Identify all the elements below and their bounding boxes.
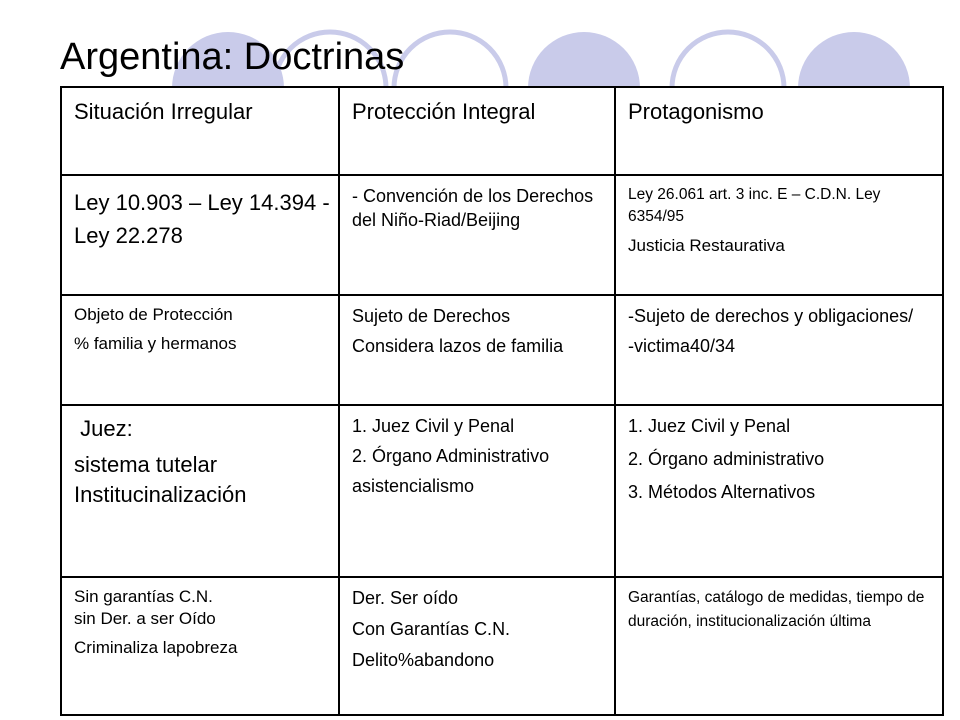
cell-text: 2. Órgano administrativo	[628, 449, 825, 469]
cell-text: Sin garantías C.N. sin Der. a ser Oído	[74, 587, 216, 628]
cell-text: Ley 10.903 – Ley 14.394 - Ley 22.278	[74, 190, 330, 248]
cell-text: -victima40/34	[628, 336, 736, 356]
cell-text: Con Garantías C.N.	[352, 619, 511, 639]
table-header-row	[61, 87, 943, 175]
header-cell	[339, 87, 615, 175]
table-cell	[615, 295, 943, 405]
header-cell	[615, 87, 943, 175]
table-row	[61, 175, 943, 295]
header-cell	[61, 87, 339, 175]
table-cell	[61, 175, 339, 295]
cell-text: Garantías, catálogo de medidas, tiempo de duración, institucionalización última	[628, 589, 925, 630]
cell-text: 2. Órgano Administrativo	[352, 446, 550, 466]
cell-text: 3. Métodos Alternativos	[628, 482, 816, 502]
cell-text: Der. Ser oído	[352, 588, 459, 608]
cell-text: Justicia Restaurativa	[628, 236, 785, 255]
cell-text: Considera lazos de familia	[352, 336, 564, 356]
table-row	[61, 577, 943, 715]
table-row	[61, 295, 943, 405]
cell-text: Criminaliza lapobreza	[74, 638, 238, 657]
table-row	[61, 405, 943, 577]
cell-text: Ley 26.061 art. 3 inc. E – C.D.N. Ley 6354/95	[628, 186, 881, 225]
cell-text: % familia y hermanos	[74, 334, 237, 353]
cell-text: -Sujeto de derechos y obligaciones/	[628, 306, 914, 326]
cell-text: 1. Juez Civil y Penal	[352, 416, 515, 436]
table-cell	[339, 577, 615, 715]
cell-text: asistencialismo	[352, 476, 475, 496]
table-cell	[61, 577, 339, 715]
table-cell	[339, 405, 615, 577]
cell-text: Sujeto de Derechos	[352, 306, 511, 326]
cell-text: sistema tutelar Institucinalización	[74, 452, 247, 507]
cell-text: 1. Juez Civil y Penal	[628, 416, 791, 436]
table-cell	[339, 295, 615, 405]
table-cell	[615, 577, 943, 715]
cell-text: Juez:	[74, 416, 133, 441]
table-cell	[339, 175, 615, 295]
cell-text: Objeto de Protección	[74, 305, 233, 324]
cell-text: Delito%abandono	[352, 650, 495, 670]
table-cell	[61, 405, 339, 577]
table-cell	[615, 175, 943, 295]
cell-text: - Convención de los Derechos del Niño-Riad/Beijing	[352, 186, 594, 230]
table-cell	[61, 295, 339, 405]
header-label: Protagonismo	[628, 99, 764, 124]
header-label: Situación Irregular	[74, 99, 253, 124]
table-cell	[615, 405, 943, 577]
slide-title: Argentina: Doctrinas	[60, 36, 405, 78]
doctrines-table	[60, 86, 944, 716]
header-label: Protección Integral	[352, 99, 536, 124]
